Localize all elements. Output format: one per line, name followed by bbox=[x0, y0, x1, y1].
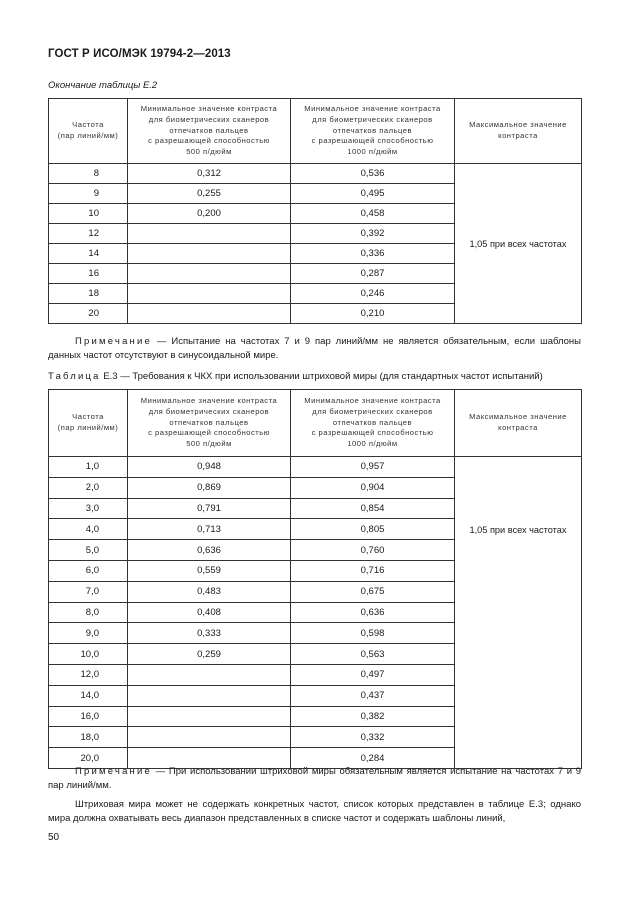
cell-frequency: 4,0 bbox=[49, 519, 128, 540]
cell-contrast-1000: 0,336 bbox=[291, 244, 455, 264]
table-e3 bbox=[48, 389, 582, 769]
header-contrast-500 bbox=[128, 390, 291, 457]
cell-contrast-1000: 0,957 bbox=[291, 457, 455, 478]
cell-contrast-500: 0,333 bbox=[128, 623, 291, 644]
cell-contrast-500: 0,255 bbox=[128, 184, 291, 204]
cell-frequency: 20,0 bbox=[49, 748, 128, 769]
header-contrast-500-text: Минимальное значение контраста для биометрических сканеров отпечатков пальцев с разрешающей способностью 500 п/дюйм bbox=[140, 396, 278, 449]
table-e2-body bbox=[49, 164, 582, 324]
cell-contrast-1000: 0,716 bbox=[291, 560, 455, 581]
cell-frequency: 18 bbox=[49, 284, 128, 304]
header-frequency-text: Частота (пар линий/мм) bbox=[57, 412, 119, 432]
cell-contrast-1000: 0,458 bbox=[291, 204, 455, 224]
note-1-label: Примечание bbox=[75, 336, 152, 347]
cell-contrast-1000: 0,497 bbox=[291, 664, 455, 685]
cell-contrast-500 bbox=[128, 284, 291, 304]
cell-contrast-1000: 0,563 bbox=[291, 644, 455, 665]
cell-contrast-1000: 0,805 bbox=[291, 519, 455, 540]
cell-frequency: 18,0 bbox=[49, 727, 128, 748]
cell-frequency: 3,0 bbox=[49, 498, 128, 519]
cell-frequency: 14,0 bbox=[49, 685, 128, 706]
table-e3-caption-text: Е.3 — Требования к ЧКХ при использовании штриховой миры (для стандартных частот испытаний) bbox=[100, 371, 543, 382]
cell-contrast-1000: 0,392 bbox=[291, 224, 455, 244]
cell-max-contrast: 1,05 при всех частотах bbox=[455, 457, 582, 769]
cell-frequency: 8,0 bbox=[49, 602, 128, 623]
header-contrast-1000 bbox=[291, 99, 455, 164]
table-e2 bbox=[48, 98, 582, 324]
header-contrast-500 bbox=[128, 99, 291, 164]
header-contrast-500-text: Минимальное значение контраста для биометрических сканеров отпечатков пальцев с разрешающей способностью 500 п/дюйм bbox=[140, 104, 278, 157]
cell-contrast-1000: 0,382 bbox=[291, 706, 455, 727]
cell-frequency: 10 bbox=[49, 204, 128, 224]
note-1 bbox=[48, 335, 581, 363]
header-max-contrast bbox=[455, 390, 582, 457]
cell-contrast-500: 0,713 bbox=[128, 519, 291, 540]
cell-contrast-1000: 0,675 bbox=[291, 581, 455, 602]
cell-contrast-500 bbox=[128, 224, 291, 244]
cell-contrast-500: 0,791 bbox=[128, 498, 291, 519]
header-max-contrast bbox=[455, 99, 582, 164]
cell-contrast-500: 0,483 bbox=[128, 581, 291, 602]
cell-frequency: 12 bbox=[49, 224, 128, 244]
cell-contrast-1000: 0,287 bbox=[291, 264, 455, 284]
cell-contrast-1000: 0,495 bbox=[291, 184, 455, 204]
cell-contrast-1000: 0,332 bbox=[291, 727, 455, 748]
header-contrast-1000 bbox=[291, 390, 455, 457]
table-row bbox=[49, 164, 582, 184]
cell-frequency: 1,0 bbox=[49, 457, 128, 478]
cell-frequency: 12,0 bbox=[49, 664, 128, 685]
cell-contrast-500: 0,869 bbox=[128, 477, 291, 498]
cell-contrast-500 bbox=[128, 706, 291, 727]
cell-contrast-1000: 0,210 bbox=[291, 304, 455, 324]
cell-frequency: 10,0 bbox=[49, 644, 128, 665]
header-contrast-1000-text: Минимальное значение контраста для биометрических сканеров отпечатков пальцев с разрешающей способностью 1000 п/дюйм bbox=[304, 396, 441, 449]
cell-frequency: 16,0 bbox=[49, 706, 128, 727]
body-paragraph-text: Штриховая мира может не содержать конкретных частот, список которых представлен в таблице Е.3; однако мира должна охватывать весь диапазон представленных в списке частот и содержать шаблоны линий, bbox=[48, 799, 581, 824]
table-e3-body bbox=[49, 457, 582, 769]
cell-contrast-1000: 0,598 bbox=[291, 623, 455, 644]
cell-contrast-500: 0,948 bbox=[128, 457, 291, 478]
cell-contrast-500 bbox=[128, 304, 291, 324]
cell-frequency: 9,0 bbox=[49, 623, 128, 644]
cell-contrast-1000: 0,760 bbox=[291, 540, 455, 561]
header-contrast-1000-text: Минимальное значение контраста для биометрических сканеров отпечатков пальцев с разрешающей способностью 1000 п/дюйм bbox=[304, 104, 441, 157]
table-e2-caption: Окончание таблицы Е.2 bbox=[48, 80, 158, 91]
cell-frequency: 14 bbox=[49, 244, 128, 264]
cell-contrast-1000: 0,536 bbox=[291, 164, 455, 184]
header-max-contrast-text: Максимальное значение контраста bbox=[469, 120, 567, 140]
cell-contrast-500 bbox=[128, 727, 291, 748]
cell-contrast-1000: 0,636 bbox=[291, 602, 455, 623]
header-frequency-text: Частота (пар линий/мм) bbox=[57, 120, 119, 140]
cell-frequency: 8 bbox=[49, 164, 128, 184]
cell-contrast-500: 0,259 bbox=[128, 644, 291, 665]
table-row bbox=[49, 457, 582, 478]
cell-frequency: 9 bbox=[49, 184, 128, 204]
cell-frequency: 2,0 bbox=[49, 477, 128, 498]
cell-contrast-500 bbox=[128, 664, 291, 685]
cell-contrast-500: 0,559 bbox=[128, 560, 291, 581]
note-1-text: — Испытание на частотах 7 и 9 пар линий/мм не является обязательным, если шаблоны данных частот отсутствуют в синусоидальной мире. bbox=[48, 336, 581, 361]
cell-contrast-500: 0,408 bbox=[128, 602, 291, 623]
cell-contrast-500 bbox=[128, 685, 291, 706]
cell-contrast-500 bbox=[128, 264, 291, 284]
cell-frequency: 20 bbox=[49, 304, 128, 324]
cell-frequency: 7,0 bbox=[49, 581, 128, 602]
cell-contrast-500 bbox=[128, 244, 291, 264]
cell-contrast-500: 0,312 bbox=[128, 164, 291, 184]
cell-frequency: 16 bbox=[49, 264, 128, 284]
cell-contrast-500: 0,636 bbox=[128, 540, 291, 561]
note-2-text: — При использовании штриховой миры обязательным является испытание на частотах 7 и 9 пар линий/мм. bbox=[48, 766, 581, 791]
cell-contrast-1000: 0,904 bbox=[291, 477, 455, 498]
header-frequency bbox=[49, 390, 128, 457]
cell-max-contrast: 1,05 при всех частотах bbox=[455, 164, 582, 324]
cell-contrast-1000: 0,246 bbox=[291, 284, 455, 304]
cell-contrast-1000: 0,437 bbox=[291, 685, 455, 706]
note-2 bbox=[48, 765, 581, 793]
cell-frequency: 6,0 bbox=[49, 560, 128, 581]
page-number: 50 bbox=[48, 832, 60, 843]
note-2-label: Примечание bbox=[75, 766, 152, 777]
document-header: ГОСТ Р ИСО/МЭК 19794-2—2013 bbox=[48, 48, 231, 60]
cell-contrast-1000: 0,284 bbox=[291, 748, 455, 769]
cell-contrast-500: 0,200 bbox=[128, 204, 291, 224]
table-e3-caption bbox=[48, 371, 543, 382]
cell-contrast-1000: 0,854 bbox=[291, 498, 455, 519]
header-max-contrast-text: Максимальное значение контраста bbox=[469, 412, 567, 432]
body-paragraph bbox=[48, 798, 581, 826]
header-frequency bbox=[49, 99, 128, 164]
cell-frequency: 5,0 bbox=[49, 540, 128, 561]
table-e3-caption-label: Таблица bbox=[48, 371, 101, 382]
